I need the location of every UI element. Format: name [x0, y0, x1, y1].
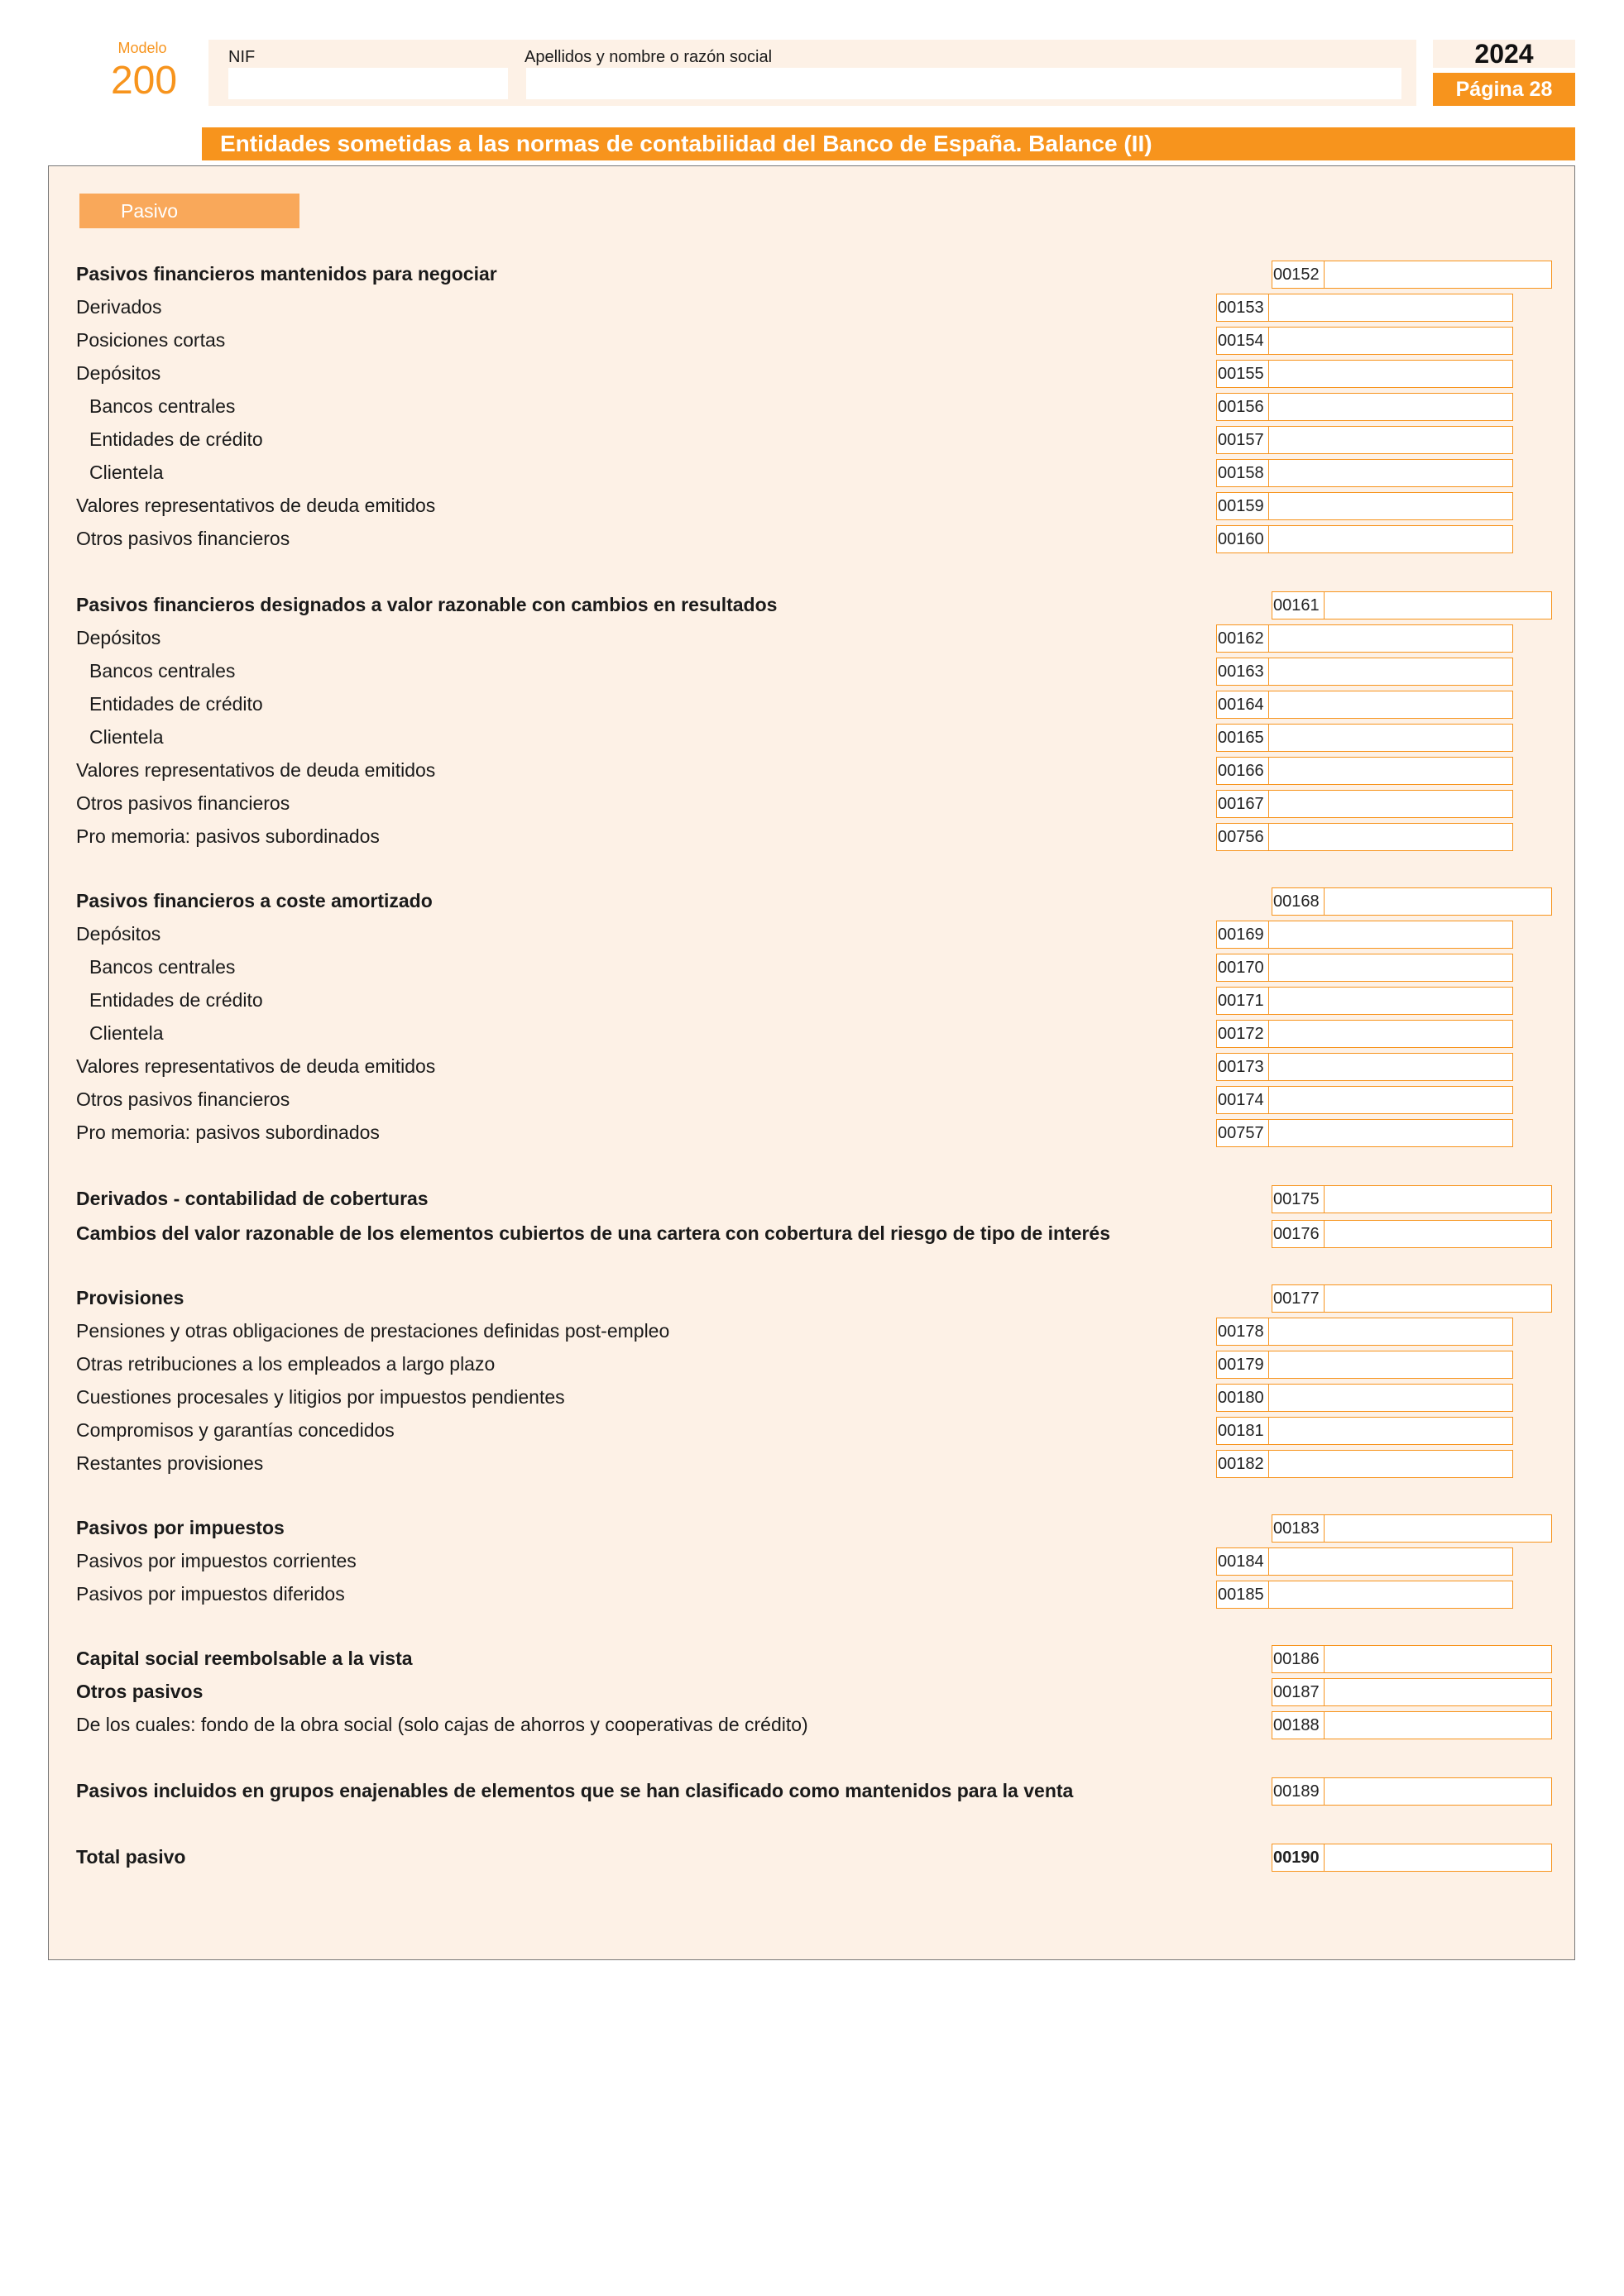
- box-code: 00155: [1216, 360, 1269, 388]
- amount-field-00168[interactable]: [1324, 887, 1552, 916]
- amount-field-00185[interactable]: [1268, 1581, 1513, 1609]
- box-code: 00177: [1272, 1284, 1325, 1313]
- box-code: 00181: [1216, 1417, 1269, 1445]
- form-row-00154: [76, 325, 1554, 355]
- modelo-number: 200: [110, 59, 178, 103]
- form-row-00176: [76, 1218, 1554, 1248]
- amount-field-00756[interactable]: [1268, 823, 1513, 851]
- box-code: 00757: [1216, 1119, 1269, 1147]
- form-row-00153: [76, 292, 1554, 322]
- form-row-00167: [76, 788, 1554, 818]
- box-code: 00189: [1272, 1777, 1325, 1806]
- row-label: Pasivos por impuestos corrientes: [76, 1550, 360, 1571]
- form-row-00156: [76, 391, 1554, 421]
- row-label: Pensiones y otras obligaciones de prestaciones definidas post-empleo: [76, 1320, 673, 1342]
- amount-field-00184[interactable]: [1268, 1547, 1513, 1576]
- row-label: Pasivos financieros a coste amortizado: [76, 890, 436, 911]
- modelo-label: Modelo: [117, 40, 167, 56]
- amount-field-00167[interactable]: [1268, 790, 1513, 818]
- amount-field-00165[interactable]: [1268, 724, 1513, 752]
- row-label: Otros pasivos: [76, 1681, 206, 1702]
- amount-field-00179[interactable]: [1268, 1351, 1513, 1379]
- row-label: Pro memoria: pasivos subordinados: [76, 1122, 383, 1143]
- box-code: 00187: [1272, 1678, 1325, 1706]
- form-row-00169: [76, 919, 1554, 949]
- box-code: 00165: [1216, 724, 1269, 752]
- box-code: 00176: [1272, 1220, 1325, 1248]
- form-row-00174: [76, 1084, 1554, 1114]
- row-label: Depósitos: [76, 362, 164, 384]
- row-label: Pasivos incluidos en grupos enajenables de elementos que se han clasificado como mantenidos para la venta: [76, 1780, 1076, 1801]
- box-code: 00161: [1272, 591, 1325, 619]
- form-row-00166: [76, 755, 1554, 785]
- amount-field-00164[interactable]: [1268, 691, 1513, 719]
- row-label: Pasivos por impuestos: [76, 1517, 288, 1538]
- box-code: 00171: [1216, 987, 1269, 1015]
- amount-field-00158[interactable]: [1268, 459, 1513, 487]
- amount-field-00171[interactable]: [1268, 987, 1513, 1015]
- nif-label: NIF: [228, 48, 256, 66]
- page-number-badge: Página 28: [1433, 73, 1575, 106]
- row-label: Clientela: [76, 462, 167, 483]
- form-row-00162: [76, 623, 1554, 653]
- row-label: Depósitos: [76, 923, 164, 945]
- box-code: 00173: [1216, 1053, 1269, 1081]
- form-row-00175: [76, 1184, 1554, 1213]
- box-code: 00180: [1216, 1384, 1269, 1412]
- row-label: Pro memoria: pasivos subordinados: [76, 825, 383, 847]
- page-title: Entidades sometidas a las normas de contabilidad del Banco de España. Balance (II): [202, 127, 1575, 160]
- form-row-00180: [76, 1382, 1554, 1412]
- nif-input[interactable]: [228, 68, 508, 99]
- amount-field-00178[interactable]: [1268, 1318, 1513, 1346]
- amount-field-00174[interactable]: [1268, 1086, 1513, 1114]
- form-row-00181: [76, 1415, 1554, 1445]
- row-label: Restantes provisiones: [76, 1452, 266, 1474]
- form-row-00173: [76, 1051, 1554, 1081]
- row-label: Pasivos por impuestos diferidos: [76, 1583, 348, 1605]
- amount-field-00156[interactable]: [1268, 393, 1513, 421]
- box-code: 00162: [1216, 624, 1269, 653]
- row-label: Bancos centrales: [76, 660, 238, 682]
- row-label: Compromisos y garantías concedidos: [76, 1419, 398, 1441]
- form-row-00165: [76, 722, 1554, 752]
- row-label: Bancos centrales: [76, 956, 238, 978]
- box-code: 00164: [1216, 691, 1269, 719]
- amount-field-00159[interactable]: [1268, 492, 1513, 520]
- box-code: 00178: [1216, 1318, 1269, 1346]
- box-code: 00152: [1272, 261, 1325, 289]
- box-code: 00168: [1272, 887, 1325, 916]
- row-label: De los cuales: fondo de la obra social (solo cajas de ahorros y cooperativas de crédito): [76, 1714, 812, 1735]
- row-label: Valores representativos de deuda emitidos: [76, 495, 438, 516]
- row-label: Valores representativos de deuda emitidos: [76, 759, 438, 781]
- box-code: 00183: [1272, 1514, 1325, 1543]
- row-label: Capital social reembolsable a la vista: [76, 1648, 416, 1669]
- amount-field-00162[interactable]: [1268, 624, 1513, 653]
- amount-field-00189[interactable]: [1324, 1777, 1552, 1806]
- row-label: Entidades de crédito: [76, 428, 266, 450]
- section-tab-pasivo: Pasivo: [79, 194, 299, 228]
- form-row-00190: [76, 1842, 1554, 1872]
- name-label: Apellidos y nombre o razón social: [525, 48, 773, 66]
- amount-field-00166[interactable]: [1268, 757, 1513, 785]
- amount-field-00177[interactable]: [1324, 1284, 1552, 1313]
- form-row-00182: [76, 1448, 1554, 1478]
- amount-field-00182[interactable]: [1268, 1450, 1513, 1478]
- row-label: Pasivos financieros designados a valor razonable con cambios en resultados: [76, 594, 780, 615]
- form-row-00756: [76, 821, 1554, 851]
- row-label: Clientela: [76, 1022, 167, 1044]
- amount-field-00173[interactable]: [1268, 1053, 1513, 1081]
- row-label: Otras retribuciones a los empleados a largo plazo: [76, 1353, 498, 1375]
- box-code: 00184: [1216, 1547, 1269, 1576]
- box-code: 00156: [1216, 393, 1269, 421]
- row-label: Otros pasivos financieros: [76, 1088, 293, 1110]
- box-code: 00175: [1272, 1185, 1325, 1213]
- amount-field-00161[interactable]: [1324, 591, 1552, 619]
- amount-field-00757[interactable]: [1268, 1119, 1513, 1147]
- form-row-00155: [76, 358, 1554, 388]
- amount-field-00153[interactable]: [1268, 294, 1513, 322]
- box-code: 00170: [1216, 954, 1269, 982]
- amount-field-00170[interactable]: [1268, 954, 1513, 982]
- amount-field-00157[interactable]: [1268, 426, 1513, 454]
- row-label: Clientela: [76, 726, 167, 748]
- box-code: 00157: [1216, 426, 1269, 454]
- row-label: Otros pasivos financieros: [76, 792, 293, 814]
- row-label: Derivados: [76, 296, 165, 318]
- row-label: Entidades de crédito: [76, 989, 266, 1011]
- box-code: 00160: [1216, 525, 1269, 553]
- amount-field-00183[interactable]: [1324, 1514, 1552, 1543]
- box-code: 00172: [1216, 1020, 1269, 1048]
- form-row-00172: [76, 1018, 1554, 1048]
- box-code: 00159: [1216, 492, 1269, 520]
- row-label: Bancos centrales: [76, 395, 238, 417]
- amount-field-00175[interactable]: [1324, 1185, 1552, 1213]
- row-label: Cuestiones procesales y litigios por impuestos pendientes: [76, 1386, 568, 1408]
- box-code: 00163: [1216, 658, 1269, 686]
- box-code: 00190: [1272, 1844, 1325, 1872]
- box-code: 00179: [1216, 1351, 1269, 1379]
- amount-field-00188[interactable]: [1324, 1711, 1552, 1739]
- box-code: 00174: [1216, 1086, 1269, 1114]
- form-row-00158: [76, 457, 1554, 487]
- form-row-00186: [76, 1643, 1554, 1673]
- form-row-00757: [76, 1117, 1554, 1147]
- form-row-00160: [76, 524, 1554, 553]
- box-code: 00182: [1216, 1450, 1269, 1478]
- row-label: Derivados - contabilidad de coberturas: [76, 1188, 432, 1209]
- amount-field-00187[interactable]: [1324, 1678, 1552, 1706]
- amount-field-00169[interactable]: [1268, 921, 1513, 949]
- amount-field-00154[interactable]: [1268, 327, 1513, 355]
- form-row-00177: [76, 1283, 1554, 1313]
- box-code: 00166: [1216, 757, 1269, 785]
- amount-field-00190[interactable]: [1324, 1844, 1552, 1872]
- row-label: Total pasivo: [76, 1846, 189, 1868]
- form-row-00184: [76, 1546, 1554, 1576]
- box-code: 00154: [1216, 327, 1269, 355]
- amount-field-00152[interactable]: [1324, 261, 1552, 289]
- form-row-00163: [76, 656, 1554, 686]
- form-row-00164: [76, 689, 1554, 719]
- form-row-00187: [76, 1677, 1554, 1706]
- amount-field-00186[interactable]: [1324, 1645, 1552, 1673]
- form-row-00189: [76, 1776, 1554, 1806]
- row-label: Provisiones: [76, 1287, 187, 1308]
- row-label: Valores representativos de deuda emitidos: [76, 1055, 438, 1077]
- row-label: Depósitos: [76, 627, 164, 648]
- form-row-00152: [76, 259, 1554, 289]
- box-code: 00188: [1272, 1711, 1325, 1739]
- form-row-00178: [76, 1316, 1554, 1346]
- row-label: Posiciones cortas: [76, 329, 228, 351]
- form-row-00179: [76, 1349, 1554, 1379]
- form-row-00168: [76, 886, 1554, 916]
- box-code: 00756: [1216, 823, 1269, 851]
- row-label: Entidades de crédito: [76, 693, 266, 715]
- box-code: 00167: [1216, 790, 1269, 818]
- form-row-00188: [76, 1710, 1554, 1739]
- box-code: 00186: [1272, 1645, 1325, 1673]
- box-code: 00185: [1216, 1581, 1269, 1609]
- amount-field-00160[interactable]: [1268, 525, 1513, 553]
- box-code: 00158: [1216, 459, 1269, 487]
- form-row-00170: [76, 952, 1554, 982]
- amount-field-00180[interactable]: [1268, 1384, 1513, 1412]
- form-row-00159: [76, 490, 1554, 520]
- box-code: 00153: [1216, 294, 1269, 322]
- box-code: 00169: [1216, 921, 1269, 949]
- amount-field-00176[interactable]: [1324, 1220, 1552, 1248]
- amount-field-00163[interactable]: [1268, 658, 1513, 686]
- row-label: Cambios del valor razonable de los elementos cubiertos de una cartera con cobertura del riesgo de tipo de interés: [76, 1222, 1114, 1244]
- amount-field-00155[interactable]: [1268, 360, 1513, 388]
- row-label: Pasivos financieros mantenidos para negociar: [76, 263, 501, 285]
- amount-field-00181[interactable]: [1268, 1417, 1513, 1445]
- amount-field-00172[interactable]: [1268, 1020, 1513, 1048]
- form-row-00185: [76, 1579, 1554, 1609]
- form-row-00161: [76, 590, 1554, 619]
- form-row-00157: [76, 424, 1554, 454]
- form-row-00183: [76, 1513, 1554, 1543]
- name-input[interactable]: [526, 68, 1401, 99]
- year-badge: 2024: [1433, 40, 1575, 68]
- row-label: Otros pasivos financieros: [76, 528, 293, 549]
- form-row-00171: [76, 985, 1554, 1015]
